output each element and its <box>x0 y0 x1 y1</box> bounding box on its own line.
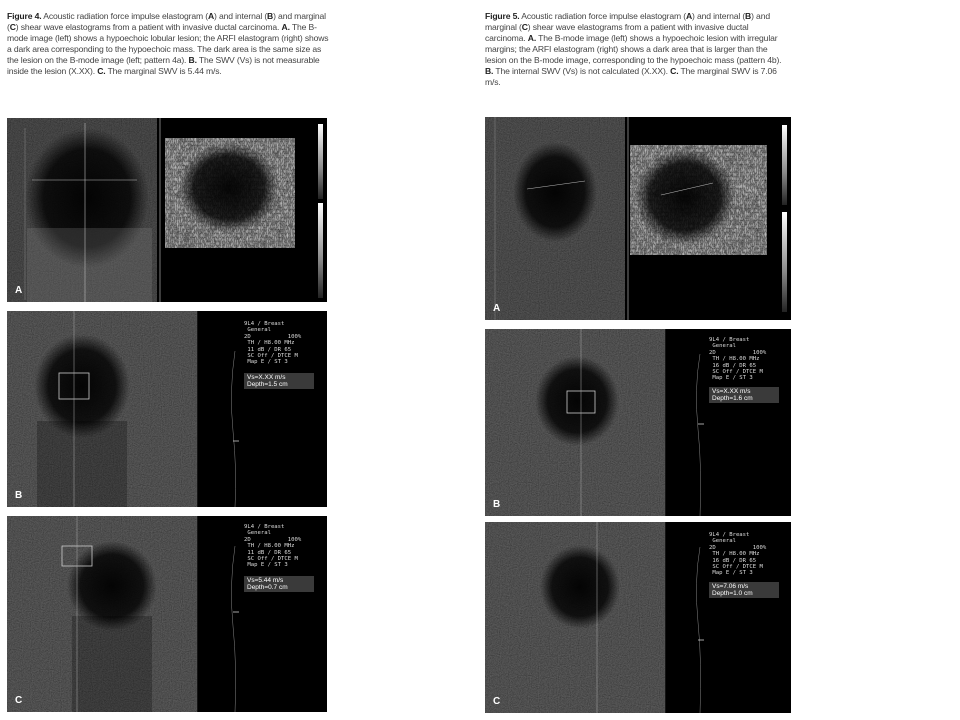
figure5-panel-a-image <box>485 117 791 320</box>
figure5-panel-a-label: A <box>493 303 501 314</box>
figure5-a-colorbar-2 <box>782 212 787 312</box>
figure5-panel-b-label: B <box>493 499 501 510</box>
figure5-caption: Figure 5. Acoustic radiation force impulse elastogram (A) and internal (B) and marginal (C) shear wave elastograms from a patient with invasive ductal carcinoma. A. The B-mode image (left) shows a hypoechoic lesion with irregular margins; the ARFI elastogram (right) shows a dark area that is larger than the lesion on the B-mode image, corresponding to the hypoechoic mass (pattern 4b). B. The internal SWV (Vs) is not calculated (X.XX). C. The marginal SWV is 7.06 m/s. <box>485 11 782 87</box>
figure4-panel-c-label: C <box>15 695 23 706</box>
figure4-caption: Figure 4. Acoustic radiation force impulse elastogram (A) and internal (B) and marginal (C) shear wave elastograms from a patient with invasive ductal carcinoma. A. The B-mode image (left) shows a hypoechoic lobular lesion; the ARFI elastogram (right) shows a dark area corresponding to the hypoechoic mass. The dark area is the same size as the lesion on the B-mode image (left; pattern 4a). B. The SWV (Vs) is not measurable inside the lesion (X.XX). C. The marginal SWV is 5.44 m/s. <box>7 11 329 76</box>
figure4-panel-a-label: A <box>15 285 23 296</box>
figure5-panel-c-label: C <box>493 696 501 707</box>
figure5-panel-c <box>485 522 791 713</box>
figure4-panel-b <box>7 311 327 507</box>
figure4-c-vs-readout: Vs=5.44 m/s Depth=0.7 cm <box>244 576 314 592</box>
figure4-panel-a <box>7 118 327 302</box>
figure4-panel-b-label: B <box>15 490 23 501</box>
figure5-a-colorbar <box>782 125 787 205</box>
figure5-b-settings: 9L4 / Breast General 2D 100% TH / H8.00 MHz 16 dB / DR 65 SC Off / DTCE M Map E / ST 3 <box>709 337 767 382</box>
figure4-a-colorbar <box>318 124 323 199</box>
figure4-a-colorbar-2 <box>318 203 323 298</box>
figure4-panel-c <box>7 516 327 712</box>
figure4-b-settings: 9L4 / Breast General 2D 100% TH / H8.00 MHz 11 dB / DR 65 SC Off / DTCE M Map E / ST 3 <box>244 321 302 366</box>
figure5-c-settings: 9L4 / Breast General 2D 100% TH / H8.00 MHz 16 dB / DR 65 SC Off / DTCE M Map E / ST 3 <box>709 532 767 577</box>
figure5-b-vs-readout: Vs=X.XX m/s Depth=1.6 cm <box>709 387 779 403</box>
figure5-c-vs-readout: Vs=7.06 m/s Depth=1.0 cm <box>709 582 779 598</box>
figure5-panel-a <box>485 117 791 320</box>
figure4-panel-a-image <box>7 118 327 302</box>
figure5-panel-b <box>485 329 791 516</box>
figure4-c-settings: 9L4 / Breast General 2D 100% TH / H8.00 MHz 11 dB / DR 65 SC Off / DTCE M Map E / ST 3 <box>244 524 302 569</box>
figure4-b-vs-readout: Vs=X.XX m/s Depth=1.5 cm <box>244 373 314 389</box>
